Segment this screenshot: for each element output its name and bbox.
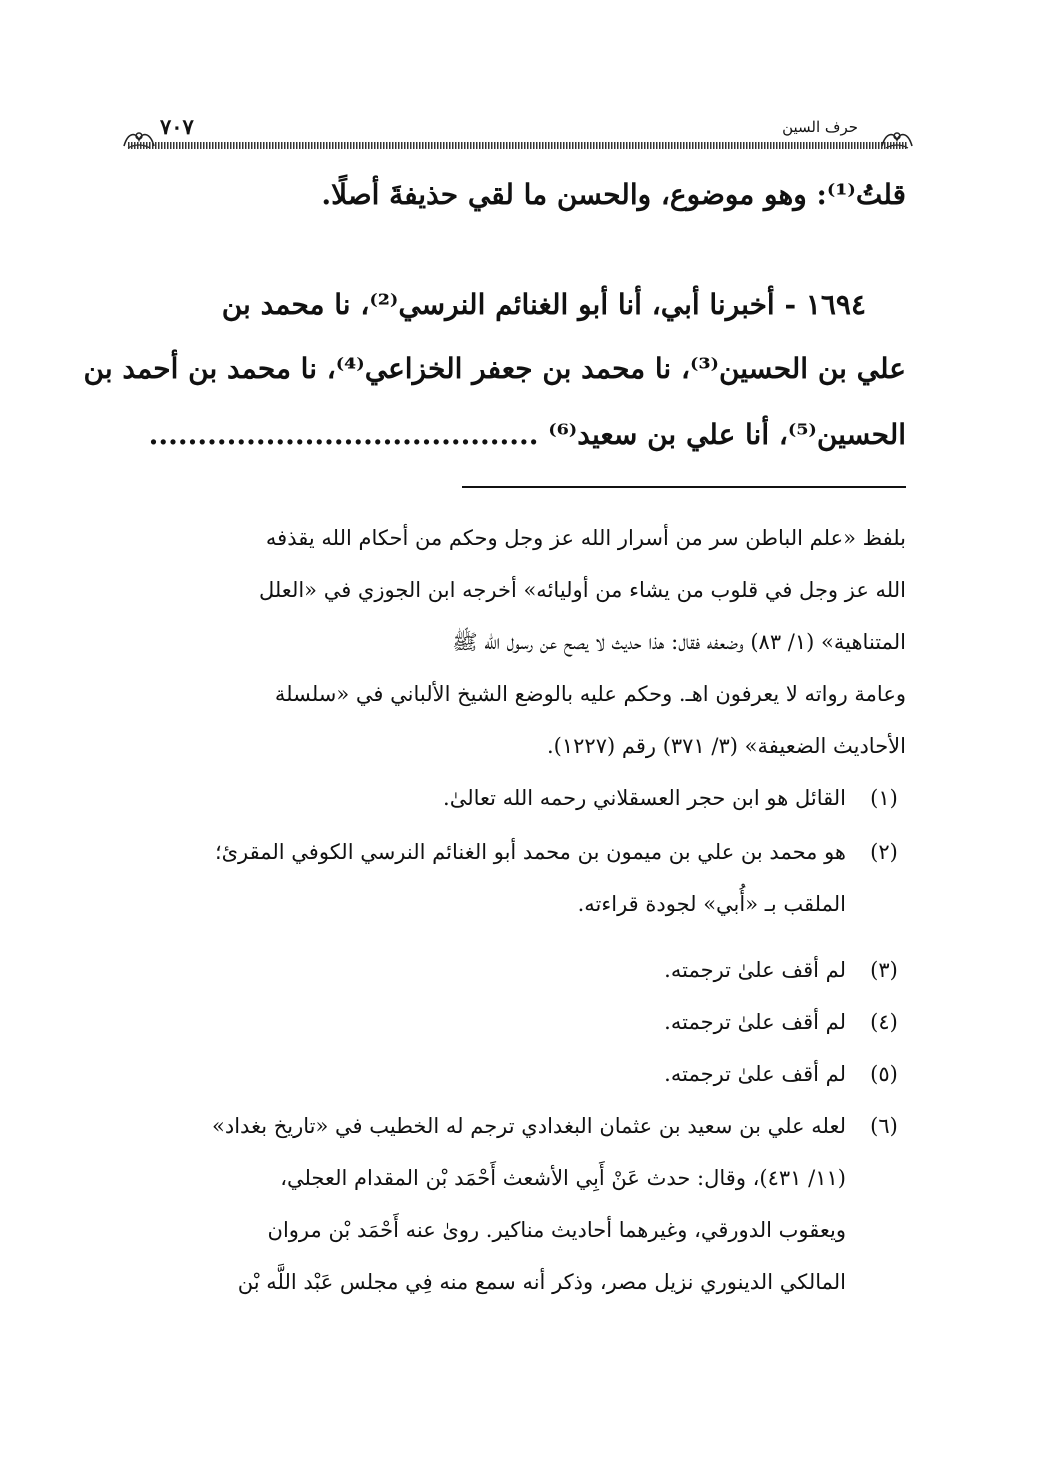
hadith-line: علي بن الحسين⁽³⁾، نا محمد بن جعفر الخزاعي⁽⁴⁾، نا محمد بن أحمد بن xyxy=(83,352,906,385)
footnote-line: المالكي الدينوري نزيل مصر، وذكر أنه سمع منه فِي مجلس عَبْد اللَّه بْن xyxy=(237,1270,846,1294)
footnote-number: (٥) xyxy=(870,1062,898,1086)
footnote-4 xyxy=(130,996,906,1048)
footnote-5 xyxy=(130,1048,906,1100)
main-text-line: قلتُ⁽¹⁾: وهو موضوع، والحسن ما لقي حذيفةَ أصلًا. xyxy=(321,178,906,211)
footnote-number: (١) xyxy=(870,786,898,810)
footnote-line: هو محمد بن علي بن ميمون بن محمد أبو الغنائم النرسي الكوفي المقرئ؛ xyxy=(214,840,846,864)
footnote-continuation xyxy=(130,512,906,772)
ellipsis-dots: ........................................ xyxy=(148,418,539,451)
page-number: ٧٠٧ xyxy=(160,114,194,139)
footnote-line: بلفظ «علم الباطن سر من أسرار الله عز وجل وحكم من أحكام الله يقذفه xyxy=(265,526,906,550)
footnote-line: لم أقف علىٰ ترجمته. xyxy=(664,1010,846,1034)
footnote-line: لم أقف علىٰ ترجمته. xyxy=(664,1062,846,1086)
hadith-line: ١٦٩٤ - أخبرنا أبي، أنا أبو الغنائم النرسي⁽²⁾، نا محمد بن xyxy=(221,288,866,321)
footnote-line: (١١/ ٤٣١)، وقال: حدث عَنْ أَبِي الأشعث أَحْمَد بْن المقدام العجلي، xyxy=(280,1166,846,1190)
footnote-line: المتناهية» (١/ ٨٣) وضعفه فقال: هذا حديث لا يصح عن رسول الله ﷺ xyxy=(452,630,906,654)
footnote-line: لم أقف علىٰ ترجمته. xyxy=(664,958,846,982)
footnote-line: لعله علي بن سعيد بن عثمان البغدادي ترجم له الخطيب في «تاريخ بغداد» xyxy=(212,1114,846,1138)
footnote-6 xyxy=(130,1100,906,1308)
header-rule xyxy=(128,142,908,149)
hadith-text: الحسين⁽⁵⁾، أنا علي بن سعيد⁽⁶⁾ xyxy=(548,418,906,451)
footnote-number: (٦) xyxy=(870,1114,898,1138)
footnote-1 xyxy=(130,772,906,824)
footnote-line: القائل هو ابن حجر العسقلاني رحمه الله تعالىٰ. xyxy=(443,786,846,810)
footnote-line: الله عز وجل في قلوب من يشاء من أوليائه» أخرجه ابن الجوزي في «العلل xyxy=(258,578,906,602)
footnote-2 xyxy=(130,826,906,930)
chapter-title: حرف السين xyxy=(782,118,858,136)
footnote-separator xyxy=(462,486,906,488)
footnote-number: (٤) xyxy=(870,1010,898,1034)
footnote-line: ويعقوب الدورقي، وغيرهما أحاديث مناكير. روىٰ عنه أَحْمَد بْن مروان xyxy=(267,1218,846,1242)
running-header xyxy=(128,116,908,156)
footnote-number: (٣) xyxy=(870,958,898,982)
footnote-line: الأحاديث الضعيفة» (٣/ ٣٧١) رقم (١٢٢٧). xyxy=(547,734,906,758)
footnote-number: (٢) xyxy=(870,840,898,864)
hadith-line-last xyxy=(130,418,906,464)
footnote-3 xyxy=(130,944,906,996)
footnote-line: الملقب بـ «أُبي» لجودة قراءته. xyxy=(577,892,846,916)
footnote-line: وعامة رواته لا يعرفون اهـ. وحكم عليه بالوضع الشيخ الألباني في «سلسلة xyxy=(274,682,906,706)
